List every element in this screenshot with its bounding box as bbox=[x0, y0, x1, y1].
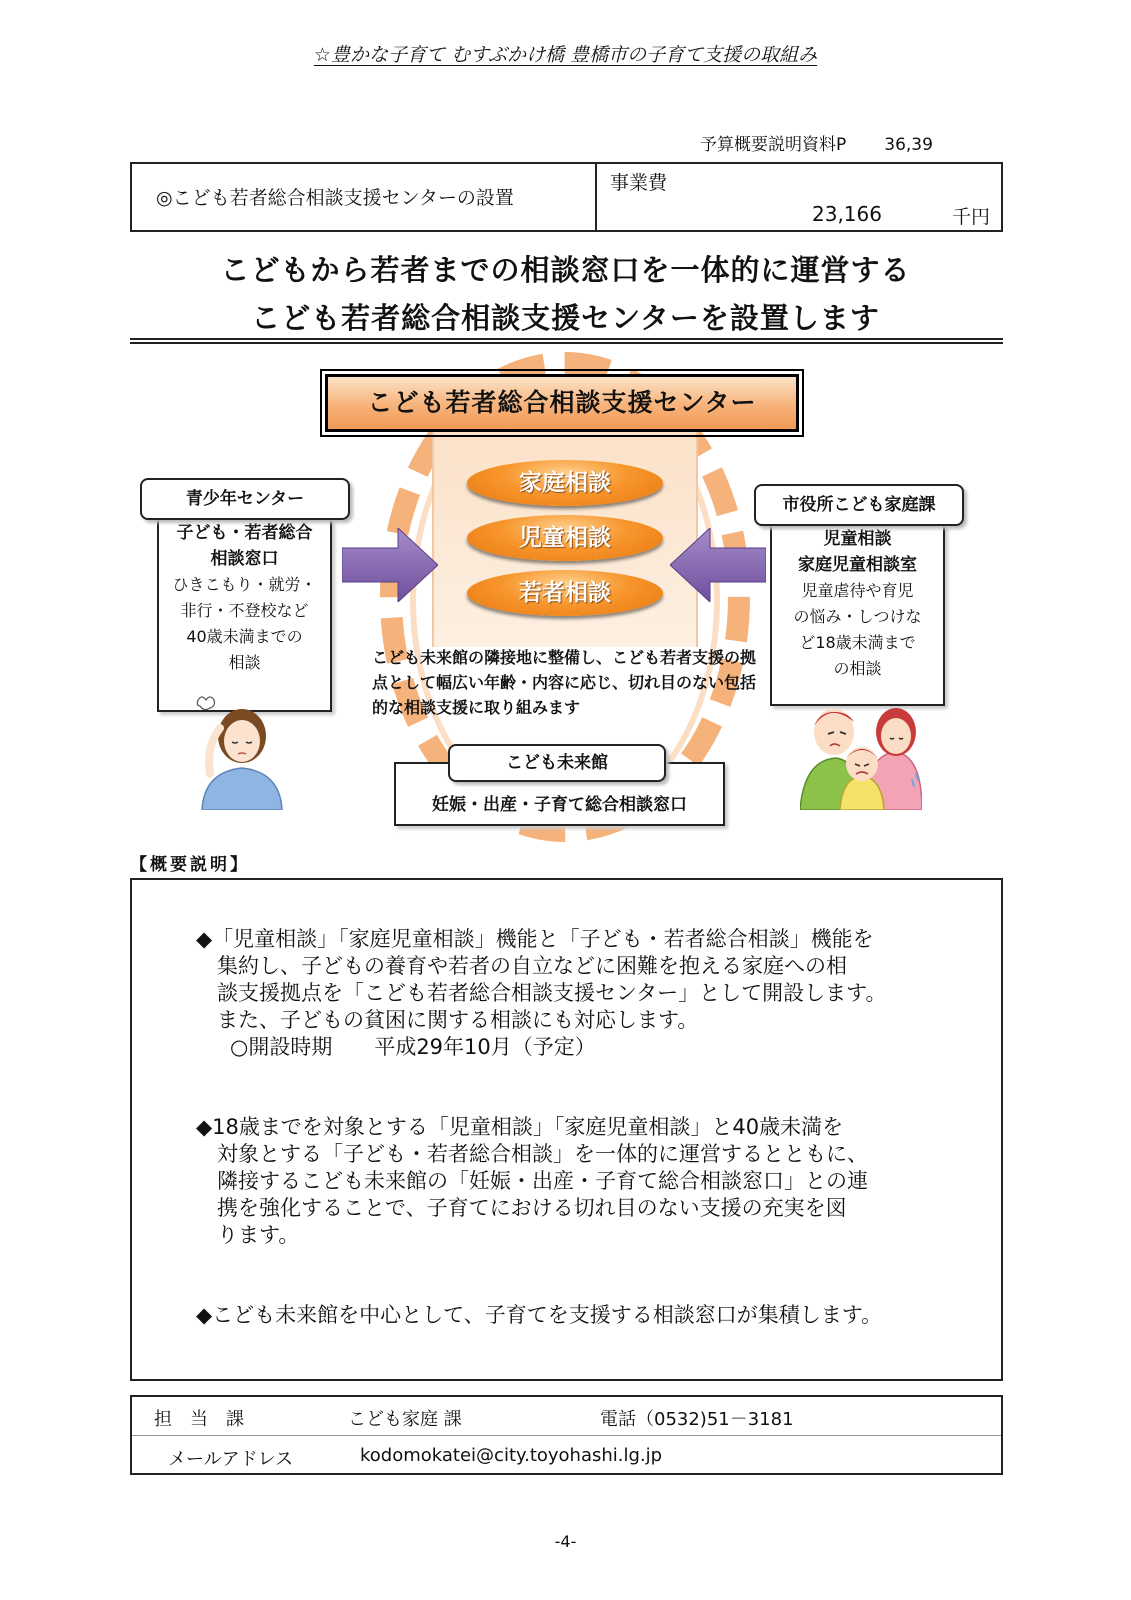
p1-line-3: 談支援拠点を「こども若者総合相談支援センター」として開設します。 bbox=[217, 981, 887, 1005]
center-title: こども若者総合相談支援センター bbox=[325, 374, 799, 432]
left-org-line-2: 非行・不登校など bbox=[180, 601, 309, 620]
budget-reference-label: 予算概要説明資料P bbox=[700, 135, 847, 155]
document-header-title: ☆豊かな子育て むすぶかけ橋 豊橋市の子育て支援の取組み bbox=[313, 44, 818, 66]
contact-box bbox=[130, 1395, 1003, 1475]
bottom-org-box: 妊娠・出産・子育て総合相談窓口 bbox=[394, 762, 725, 826]
headline-line-1: こどもから若者までの相談窓口を一体的に運営する bbox=[220, 253, 911, 287]
p1-line-4: また、子どもの貧困に関する相談にも対応します。 bbox=[217, 1008, 699, 1032]
project-summary-box bbox=[130, 162, 1003, 232]
dept-name: こども家庭 課 bbox=[348, 1409, 462, 1430]
left-org-box bbox=[157, 500, 332, 712]
right-org-line-3: ど18歳未満まで bbox=[799, 633, 916, 652]
left-org-title-2: 相談窓口 bbox=[210, 549, 279, 569]
right-org-box bbox=[770, 506, 945, 706]
cost-label: 事業費 bbox=[610, 172, 668, 194]
pill-youth-consultation: 若者相談 bbox=[467, 570, 663, 616]
left-arrow-icon bbox=[342, 528, 438, 602]
p2-line-5: ります。 bbox=[217, 1223, 300, 1247]
worried-woman-icon bbox=[196, 694, 288, 810]
left-org-line-3: 40歳未満までの bbox=[186, 627, 303, 646]
mail-label: メールアドレス bbox=[168, 1449, 294, 1470]
p2-line-3: 隣接するこども未来館の「妊娠・出産・子育て総合相談窓口」との連 bbox=[217, 1169, 868, 1193]
p1-line-5: ○開設時期 平成29年10月（予定） bbox=[230, 1035, 596, 1059]
mail-address[interactable]: kodomokatei@city.toyohashi.lg.jp bbox=[360, 1445, 663, 1466]
overview-paragraph-3: ◆こども未来館を中心として、子育てを支援する相談窓口が集積します。 bbox=[196, 1303, 883, 1327]
right-org-title-2: 家庭児童相談室 bbox=[798, 555, 917, 575]
left-org-title-1: 子ども・若者総合 bbox=[176, 523, 313, 543]
right-arrow-icon bbox=[670, 528, 766, 602]
right-org-line-1: 児童虐待や育児 bbox=[801, 581, 914, 600]
left-org-line-1: ひきこもり・就労・ bbox=[172, 575, 317, 594]
overview-label: 【概要説明】 bbox=[130, 855, 250, 875]
budget-reference bbox=[700, 130, 933, 155]
right-org-label: 市役所こども家庭課 bbox=[754, 484, 964, 526]
overview-paragraph-2 bbox=[196, 1114, 936, 1249]
pill-family-consultation: 家庭相談 bbox=[467, 460, 663, 506]
headline-rule-bottom bbox=[130, 342, 1003, 344]
p2-line-1: ◆18歳までを対象とする「児童相談」「家庭児童相談」と40歳未満を bbox=[196, 1115, 844, 1139]
project-name: ◎こども若者総合相談支援センターの設置 bbox=[156, 187, 514, 209]
headline-line-2: こども若者総合相談支援センターを設置します bbox=[251, 301, 880, 335]
center-description: こども未来館の隣接地に整備し、こども若者支援の拠点として幅広い年齢・内容に応じ、切れ目のない包括的な相談支援に取り組みます bbox=[372, 648, 757, 717]
bottom-org-label: こども未来館 bbox=[448, 744, 666, 782]
cost-value: 23,166 bbox=[812, 202, 882, 226]
p2-line-4: 携を強化することで、子育てにおける切れ目のない支援の充実を図 bbox=[217, 1196, 847, 1220]
troubled-family-icon bbox=[800, 700, 922, 810]
dept-label: 担 当 課 bbox=[154, 1409, 244, 1430]
overview-box bbox=[130, 878, 1003, 1381]
headline-rule-top bbox=[130, 338, 1003, 340]
right-org-title-1: 児童相談 bbox=[823, 529, 892, 549]
p1-line-2: 集約し、子どもの養育や若者の自立などに困難を抱える家庭への相 bbox=[217, 954, 847, 978]
right-org-line-2: の悩み・しつけな bbox=[793, 607, 922, 626]
pill-child-consultation: 児童相談 bbox=[467, 515, 663, 561]
p1-line-1: ◆「児童相談」「家庭児童相談」機能と「子ども・若者総合相談」機能を bbox=[196, 927, 874, 951]
project-box-divider bbox=[595, 164, 597, 230]
left-org-label: 青少年センター bbox=[140, 478, 350, 520]
budget-reference-pages: 36,39 bbox=[884, 135, 933, 155]
right-org-line-4: の相談 bbox=[833, 659, 882, 678]
cost-unit: 千円 bbox=[952, 206, 991, 228]
left-org-line-4: 相談 bbox=[228, 653, 261, 672]
overview-paragraph-1 bbox=[196, 926, 936, 1061]
phone-number: 電話（0532)51－3181 bbox=[600, 1409, 794, 1430]
p2-line-2: 対象とする「子ども・若者総合相談」を一体的に運営するとともに、 bbox=[217, 1142, 868, 1166]
page-number: -4- bbox=[554, 1532, 577, 1551]
contact-divider bbox=[132, 1435, 1001, 1436]
